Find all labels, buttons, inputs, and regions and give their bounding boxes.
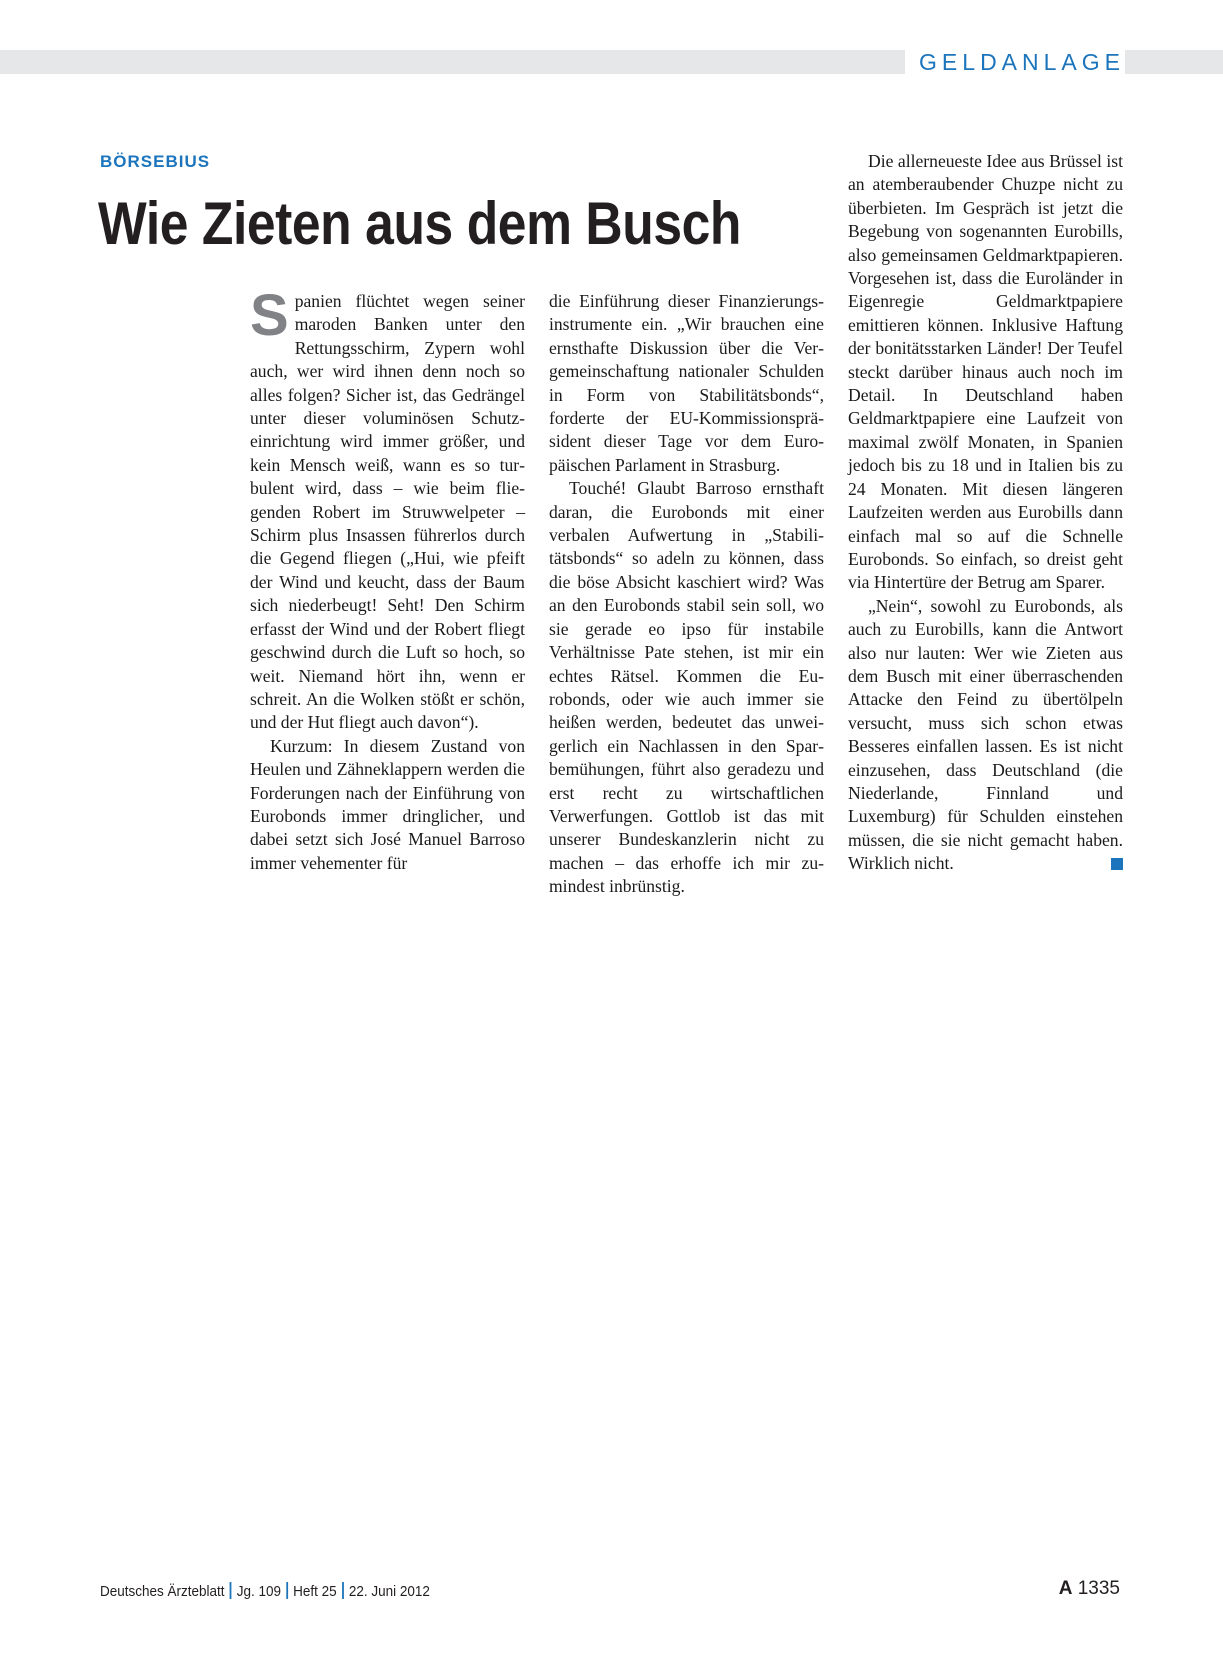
drop-cap: S [250,283,289,348]
issue-date: 22. Juni 2012 [348,1583,430,1600]
volume: Jg. 109 [236,1583,282,1600]
journal-name: Deutsches Ärzteblatt [100,1583,225,1600]
divider [286,1582,287,1599]
paragraph-text: panien flüchtet wegen seiner maroden Banken unter den Rettungsschirm, Zypern wohl auch, wer wird ihnen denn noch so alles folgen? Sicher ist, das Gedrängel unter dieser voluminösen Schutzeinrichtung wird immer größer, und kein Mensch weiß, wann es so turbulent wird, dass – wie beim fliegenden Robert im Struwwelpeter – Schirm plus Insassen führerlos durch die Gegend fliegen („Hui, wie pfeift der Wind und keucht, dass der Baum sich niederbeugt! Seht! Den Schirm erfasst der Wind und der Robert fliegt geschwind durch die Luft so hoch, so weit. Niemand hört ihn, wenn er schreit. An die Wolken stößt er schön, und der Hut fliegt auch davon“). [250,291,525,733]
section-label: GELDANLAGE [905,47,1125,77]
footer-citation [100,1582,430,1600]
paragraph: Kurzum: In diesem Zustand von Heulen und Zähneklappern werden die Forderungen nach der Einführung von Eurobonds immer dringlicher, und dabei setzt sich José Manuel Barroso immer vehementer für [250,735,525,873]
paragraph [848,595,1123,876]
paragraph [250,283,525,735]
divider [230,1582,231,1599]
page-number-value: 1335 [1077,1578,1120,1599]
paragraph: Touché! Glaubt Barroso ernsthaft daran, die Eurobonds mit einer verbalen Aufwertung in „Stabilitätsbonds“ so adeln zu können, dass die böse Absicht kaschiert wird? Was an den Eurobonds stabil sein soll, wo sie gerade eo ipso für instabile Verhältnisse Pate stehen, ist mir ein echtes Rätsel. Kommen die Eurobonds, oder wie auch immer sie heißen werden, bedeutet das unweigerlich ein Nachlassen in den Sparbemühungen, führt also geradezu und erst recht zu wirtschaftlichen Verwerfungen. Gottlob ist das mit unserer Bundeskanzlerin nicht zu machen – das erhoffe ich mir zumindest inbrünstig. [549,478,824,897]
end-of-article-square-icon [1111,858,1123,870]
issue: Heft 25 [293,1583,337,1600]
column-kicker: BÖRSEBIUS [100,152,211,171]
paragraph: die Einführung dieser Finanzierungsinstrumente ein. „Wir brauchen eine ernsthafte Diskussion über die Vergemeinschaftung nationaler Schulden in Form von Stabilitätsbonds“, forderte der EU-Kommissionspräsident dieser Tage vor dem Europäischen Parlament in Strasburg. [549,291,824,475]
paragraph-text: „Nein“, sowohl zu Eurobonds, als auch zu Eurobills, kann die Antwort also nur lauten: Wer wie Zieten aus dem Busch mit einer überraschenden Attacke den Feind zu übertölpeln versucht, muss sich schon etwas Besseres einfallen lassen. Es ist nicht einzusehen, dass Deutschland (die Niederlande, Finnland und Luxemburg) für Schulden einstehen müssen, die sie nicht gemacht haben. Wirklich nicht. [848,595,1123,874]
page-number [1059,1578,1120,1600]
paragraph: Die allerneueste Idee aus Brüssel ist an atemberaubender Chuzpe nicht zu überbieten. Im Gespräch ist jetzt die Begebung von sogenannten Eurobills, also gemeinsamen Geldmarktpapieren. Vorgesehen ist, dass die Euroländer in Eigenregie Geldmarktpapiere emittieren können. Inklusive Haftung der bonitätsstarken Länder! Der Teufel steckt darüber hinaus auch noch im Detail. In Deutschland haben Geldmarktpapiere eine Laufzeit von maximal zwölf Monaten, in Spanien jedoch bis zu 18 und in Italien bis zu 24 Monaten. Mit diesen längeren Laufzeiten werden aus Eurobills dann einfach mal so auf die Schnelle Eurobonds. So einfach, so dreist geht via Hintertüre der Betrug am Sparer. [848,151,1123,593]
text-column-2 [549,290,824,899]
divider [342,1582,343,1599]
text-column-1 [250,283,525,875]
page-prefix: A [1058,1578,1073,1599]
text-column-3 [848,150,1123,876]
article-title: Wie Zieten aus dem Busch [98,190,741,257]
